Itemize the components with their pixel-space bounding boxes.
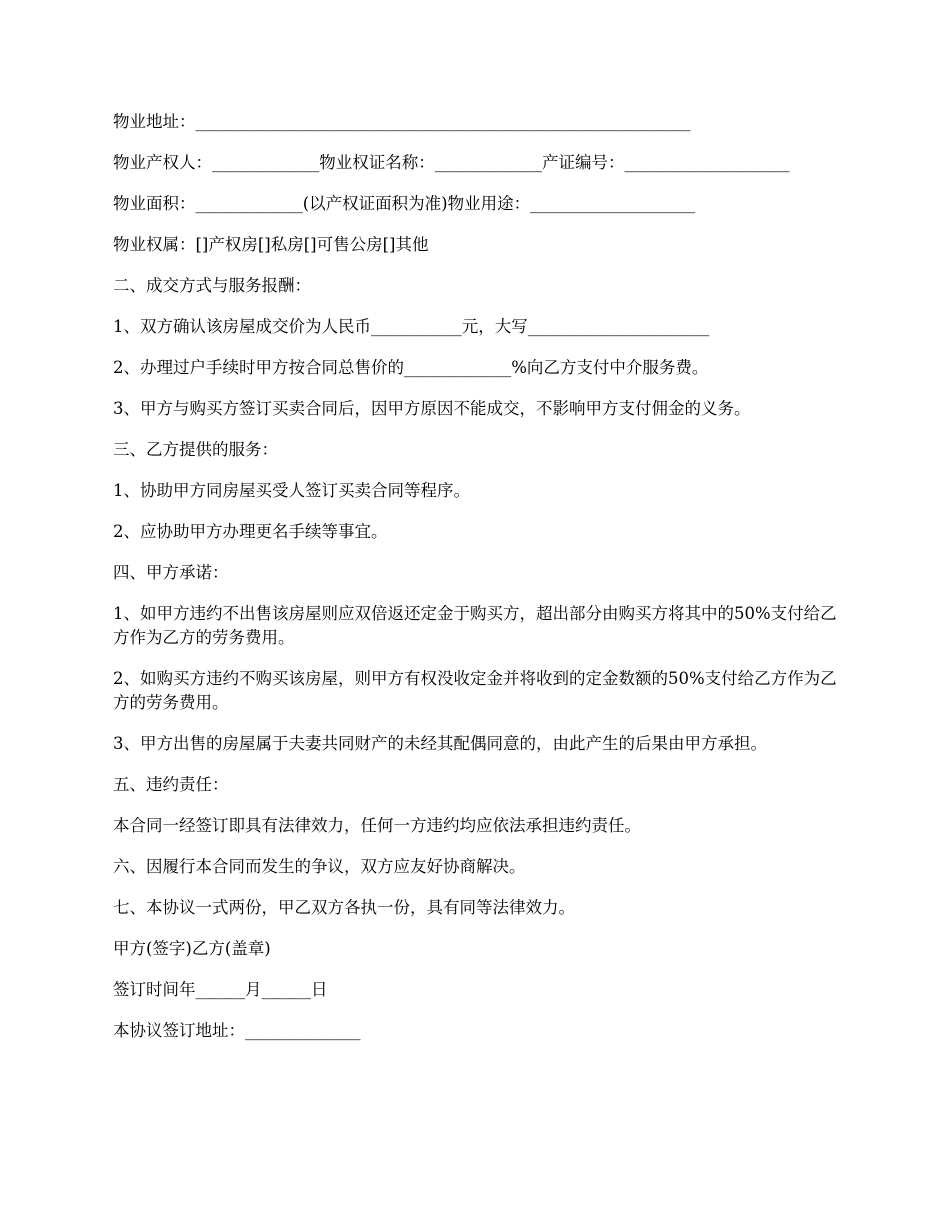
clause-5-text: 本合同一经签订即具有法律效力，任何一方违约均应依法承担违约责任。 [113,816,641,835]
clause-3-2: 2、应协助甲方办理更名手续等事宜。 [113,522,388,541]
property-area-line: 物业面积：_____________(以产权证面积为准)物业用途：____________________ [113,194,696,213]
clause-3-1: 1、协助甲方同房屋买受人签订买卖合同等程序。 [113,481,470,500]
property-owner-line: 物业产权人：_____________物业权证名称：_____________产证编号：____________________ [113,153,790,172]
section-heading-3: 三、乙方提供的服务： [113,440,278,459]
signing-address-line: 本协议签订地址：______________ [113,1021,361,1040]
clause-2-2: 2、办理过户手续时甲方按合同总售价的_____________%向乙方支付中介服务费。 [113,358,709,377]
property-ownership-line: 物业权属：[]产权房[]私房[]可售公房[]其他 [113,235,429,254]
signature-parties-line: 甲方(签字)乙方(盖章) [113,939,271,958]
signing-date-line: 签订时间年______月______日 [113,980,328,999]
section-6-text: 六、因履行本合同而发生的争议，双方应友好协商解决。 [113,857,526,876]
section-heading-5: 五、违约责任： [113,775,229,794]
section-7-text: 七、本协议一式两份，甲乙双方各执一份，具有同等法律效力。 [113,898,575,917]
clause-4-2: 2、如购买方违约不购买该房屋，则甲方有权没收定金并将收到的定金数额的50%支付给乙方作为乙方的劳务费用。 [113,669,837,712]
document-body [113,110,843,1060]
property-address-line: 物业地址：____________________________________________________________ [113,112,691,131]
clause-2-3: 3、甲方与购买方签订买卖合同后，因甲方原因不能成交，不影响甲方支付佣金的义务。 [113,399,751,418]
section-heading-4: 四、甲方承诺： [113,563,229,582]
clause-4-3: 3、甲方出售的房屋属于夫妻共同财产的未经其配偶同意的，由此产生的后果由甲方承担。 [113,734,767,753]
section-heading-2: 二、成交方式与服务报酬： [113,276,311,295]
clause-2-1: 1、双方确认该房屋成交价为人民币___________元，大写______________________ [113,317,710,336]
clause-4-1: 1、如甲方违约不出售该房屋则应双倍返还定金于购买方，超出部分由购买方将其中的50%支付给乙方作为乙方的劳务费用。 [113,604,837,647]
